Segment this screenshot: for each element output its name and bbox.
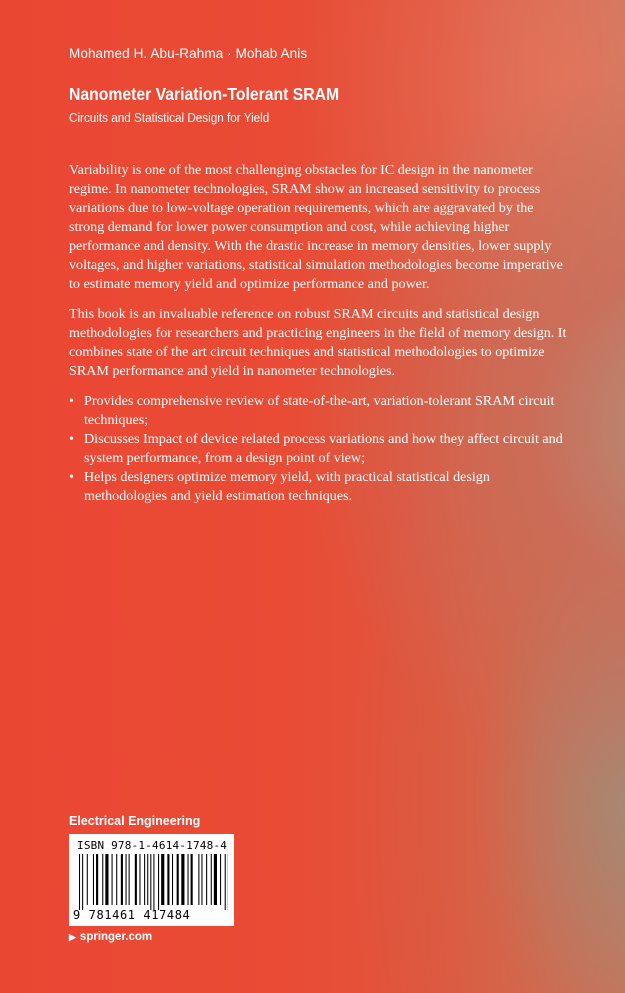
isbn-barcode-box (69, 834, 234, 926)
feature-item (69, 468, 569, 506)
barcode-bar (135, 854, 137, 905)
barcode-bar (82, 854, 83, 910)
barcode-bar (153, 854, 154, 910)
barcode-bar (87, 854, 88, 905)
barcode-bar (112, 854, 113, 905)
feature-list (69, 392, 569, 506)
barcode-bar (102, 854, 103, 905)
feature-text: Provides comprehensive review of state-of-the-art, variation-tolerant SRAM circuit techniques; (84, 393, 555, 428)
blurb (69, 161, 569, 506)
barcode-bar (121, 854, 123, 905)
arrow-right-icon: ▶ (69, 932, 76, 942)
feature-item (69, 430, 569, 468)
barcode-bar (158, 854, 159, 910)
barcode-bar (181, 854, 184, 905)
barcode-bar (139, 854, 140, 905)
bullet-icon: • (69, 469, 74, 485)
feature-text: Helps designers optimize memory yield, with practical statistical design methodologies and yield estimation techniques. (84, 469, 490, 504)
barcode-bar (220, 854, 221, 905)
barcode-bar (198, 854, 199, 905)
barcode-bar (172, 854, 173, 905)
authors: Mohamed H. Abu-Rahma · Mohab Anis (69, 46, 308, 61)
blurb-paragraph: This book is an invaluable reference on robust SRAM circuits and statistical design methodologies for researchers and practicing engineers in the field of memory design. It combines state of the art circuit techniques and statistical methodologies to optimize SRAM performance and yield in nanometer technologies. (69, 306, 567, 379)
barcode-bar (96, 854, 98, 905)
barcode-bar (206, 854, 207, 905)
feature-text: Discusses Impact of device related process variations and how they affect circuit and system performance, from a design point of view; (84, 431, 563, 466)
barcode-bar (201, 854, 202, 905)
barcode-bar (150, 854, 151, 910)
barcode-bar (126, 854, 127, 905)
bullet-icon: • (69, 393, 74, 409)
barcode-bar (79, 854, 80, 910)
barcode-digits: 9 781461 417484 (73, 908, 191, 922)
barcode-bar (105, 854, 108, 905)
book-title: Nanometer Variation-Tolerant SRAM (69, 84, 340, 104)
barcode-bar (191, 854, 193, 905)
subject-category: Electrical Engineering (69, 814, 201, 828)
barcode-bar (214, 854, 217, 905)
bullet-icon: • (69, 431, 74, 447)
barcode-bar (93, 854, 94, 905)
barcode-bar (177, 854, 179, 905)
feature-item (69, 392, 569, 430)
book-subtitle: Circuits and Statistical Design for Yield (69, 110, 270, 125)
barcode-bar (167, 854, 169, 905)
barcode-bar (188, 854, 189, 905)
barcode-bar (116, 854, 117, 905)
barcode-bar (211, 854, 212, 905)
barcode-bar (225, 854, 226, 910)
barcode-bar (161, 854, 164, 905)
barcode-icon (75, 854, 228, 910)
publisher-link[interactable] (69, 931, 152, 943)
barcode-bar (129, 854, 130, 905)
isbn-label: ISBN 978-1-4614-1748-4 (77, 839, 228, 852)
barcode-bar (144, 854, 145, 905)
blurb-paragraph: Variability is one of the most challenging obstacles for IC design in the nanometer regime. In nanometer technologies, SRAM show an increased sensitivity to process variations due to low-voltage operation requirements, which are aggravated by the strong demand for lower power consumption and cost, while achieving higher performance and density. With the drastic increase in memory densities, lower supply voltages, and higher variations, statistical simulation methodologies become imperative to estimate memory yield and optimize performance and power. (69, 162, 563, 292)
publisher-url: springer.com (79, 931, 153, 943)
barcode-bar (147, 854, 148, 905)
